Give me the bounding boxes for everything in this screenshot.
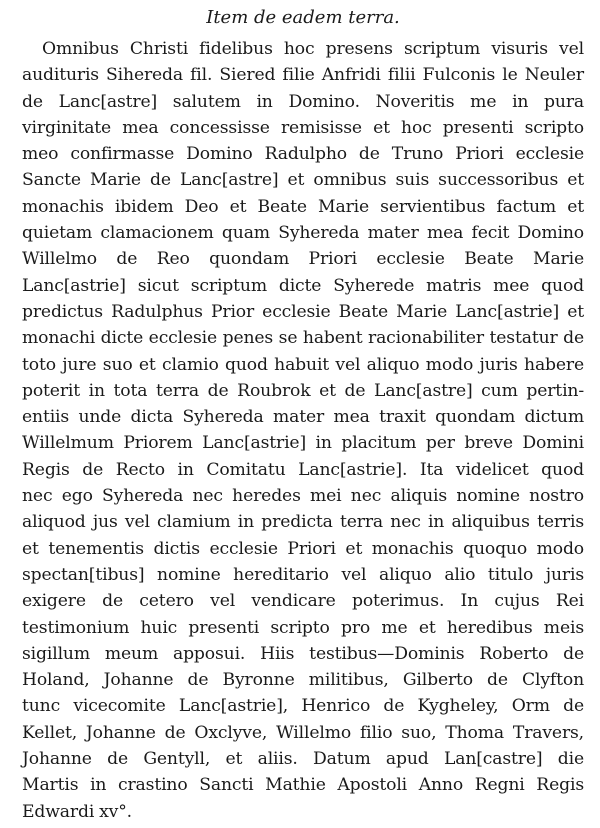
- text-line: entiis unde dicta Syhereda mater mea traxit quondam dictum: [22, 407, 584, 428]
- charter-text: [22, 36, 584, 825]
- text-line: Willelmum Priorem Lanc[astrie] in placitum per breve Domini: [22, 433, 584, 454]
- text-line: testimonium huic presenti scripto pro me et heredibus meis: [22, 617, 584, 638]
- text-line: aliquod jus vel clamium in predicta terra nec in aliquibus terris: [22, 512, 584, 533]
- text-line: meo confirmasse Domino Radulpho de Truno Priori ecclesie: [22, 144, 584, 165]
- text-line: et tenementis dictis ecclesie Priori et monachis quoquo modo: [22, 538, 584, 559]
- text-line: virginitate mea concessisse remisisse et hoc presenti scripto: [22, 117, 584, 138]
- text-line: Edwardi xv°.: [22, 801, 132, 822]
- text-line: nec ego Syhereda nec heredes mei nec aliquis nomine nostro: [22, 486, 584, 507]
- text-line: Willelmo de Reo quondam Priori ecclesie Beate Marie: [22, 249, 584, 270]
- text-line: monachis ibidem Deo et Beate Marie servientibus factum et: [22, 196, 584, 217]
- text-line: Regis de Recto in Comitatu Lanc[astrie]. Ita videlicet quod: [22, 459, 584, 480]
- text-line: Kellet, Johanne de Oxclyve, Willelmo filio suo, Thoma Travers,: [22, 722, 584, 743]
- text-line: poterit in tota terra de Roubrok et de Lanc[astre] cum pertin-: [22, 380, 584, 401]
- text-line: Holand, Johanne de Byronne militibus, Gilberto de Clyfton: [22, 670, 584, 691]
- text-line: Omnibus Christi fidelibus hoc presens scriptum visuris vel: [42, 39, 584, 59]
- document-title: Item de eadem terra.: [206, 7, 400, 28]
- text-line: tunc vicecomite Lanc[astrie], Henrico de Kygheley, Orm de: [22, 696, 584, 717]
- text-line: audituris Sihereda fil. Siered filie Anfridi filii Fulconis le Neuler: [22, 65, 584, 86]
- text-line: de Lanc[astre] salutem in Domino. Noveritis me in pura: [22, 91, 584, 112]
- text-line: Lanc[astrie] sicut scriptum dicte Syherede matris mee quod: [22, 275, 584, 296]
- text-line: Johanne de Gentyll, et aliis. Datum apud Lan[castre] die: [22, 749, 584, 770]
- text-line: quietam clamacionem quam Syhereda mater mea fecit Domino: [22, 223, 584, 244]
- text-line: Martis in crastino Sancti Mathie Apostoli Anno Regni Regis: [22, 775, 584, 796]
- text-line: spectan[tibus] nomine hereditario vel aliquo alio titulo juris: [22, 564, 584, 585]
- text-line: predictus Radulphus Prior ecclesie Beate Marie Lanc[astrie] et: [22, 301, 584, 322]
- text-line: sigillum meum apposui. Hiis testibus—Dominis Roberto de: [22, 643, 584, 664]
- text-line: exigere de cetero vel vendicare poterimus. In cujus Rei: [22, 591, 584, 612]
- text-line: Sancte Marie de Lanc[astre] et omnibus suis successoribus et: [22, 170, 584, 191]
- text-line: toto jure suo et clamio quod habuit vel aliquo modo juris habere: [22, 354, 584, 375]
- text-line: monachi dicte ecclesie penes se habent racionabiliter testatur de: [22, 328, 584, 349]
